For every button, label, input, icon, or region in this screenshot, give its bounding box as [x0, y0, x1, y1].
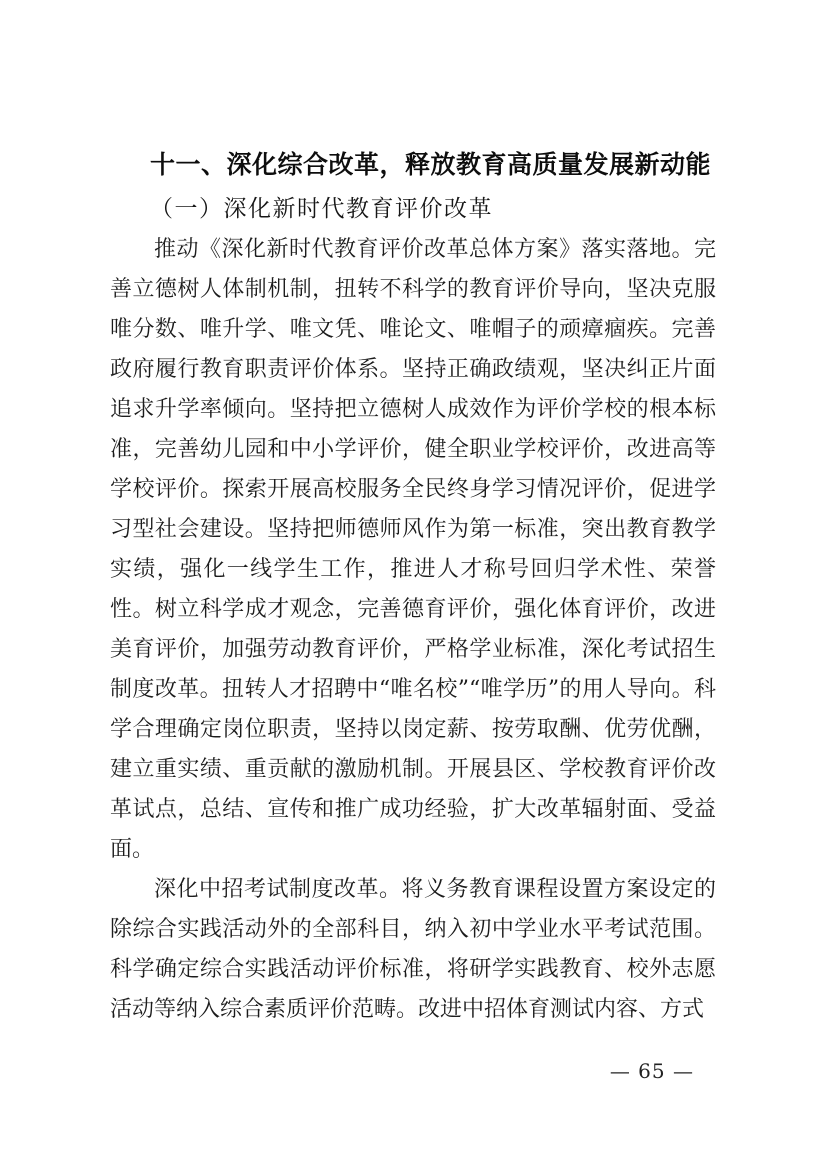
page-number: — 65 —	[609, 1059, 694, 1083]
body-paragraph-2: 深化中招考试制度改革。将义务教育课程设置方案设定的除综合实践活动外的全部科目，纳入初中学业水平考试范围。科学确定综合实践活动评价标准，将研学实践教育、校外志愿活动等纳入综合素质评价范畴。改进中招体育测试内容、方式	[110, 877, 716, 1022]
body-text-block	[110, 230, 716, 1030]
section-heading: 十一、深化综合改革，释放教育高质量发展新动能	[150, 151, 712, 179]
sub-heading: （一）深化新时代教育评价改革	[150, 196, 493, 222]
body-paragraph-1: 推动《深化新时代教育评价改革总体方案》落实落地。完善立德树人体制机制，扭转不科学的教育评价导向，坚决克服唯分数、唯升学、唯文凭、唯论文、唯帽子的顽瘴痼疾。完善政府履行教育职责评价体系。坚持正确政绩观，坚决纠正片面追求升学率倾向。坚持把立德树人成效作为评价学校的根本标准，完善幼儿园和中小学评价，健全职业学校评价，改进高等学校评价。探索开展高校服务全民终身学习情况评价，促进学习型社会建设。坚持把师德师风作为第一标准，突出教育教学实绩，强化一线学生工作，推进人才称号回归学术性、荣誉性。树立科学成才观念，完善德育评价，强化体育评价，改进美育评价，加强劳动教育评价，严格学业标准，深化考试招生制度改革。扭转人才招聘中“唯名校”“唯学历”的用人导向。科学合理确定岗位职责，坚持以岗定薪、按劳取酬、优劳优酬，建立重实绩、重贡献的激励机制。开展县区、学校教育评价改革试点，总结、宣传和推广成功经验，扩大改革辐射面、受益面。	[110, 237, 716, 862]
